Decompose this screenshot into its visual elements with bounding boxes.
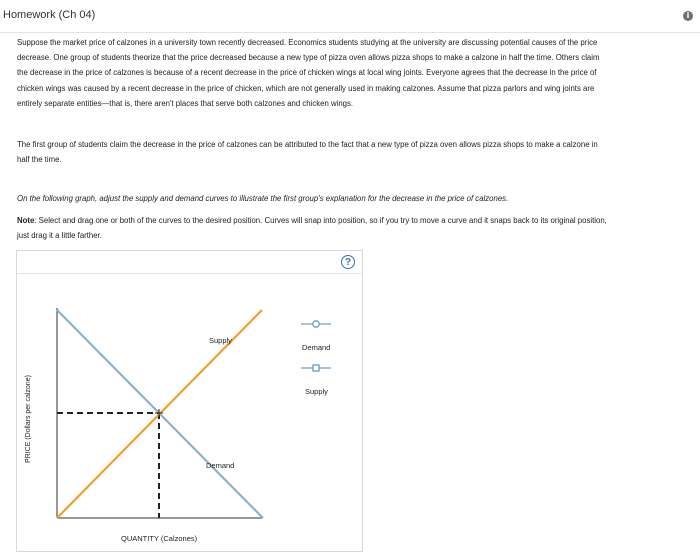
supply-curve-label: Supply <box>209 336 232 345</box>
claim-paragraph: The first group of students claim the decrease in the price of calzones can be attributed to the fact that a new type of pizza oven allows pizza shops to make a calzone in half the time. <box>17 140 598 165</box>
supply-square-icon <box>313 365 319 371</box>
supply-demand-graph <box>17 251 362 551</box>
instruction-paragraph: On the following graph, adjust the supply and demand curves to illustrate the first group's explanation for the decrease in the price of calzones. <box>17 194 509 203</box>
info-icon[interactable]: i <box>683 11 693 21</box>
note-label: Note <box>17 216 35 225</box>
note-text: : Select and drag one or both of the curves to the desired position. Curves will snap into position, so if you try to move a curve and it snaps back to its original position, just drag it a little farther. <box>17 216 607 241</box>
x-axis-label: QUANTITY (Calzones) <box>121 534 198 543</box>
graph-panel <box>16 250 363 552</box>
legend-demand-label: Demand <box>302 343 331 352</box>
help-button[interactable]: ? <box>341 255 355 269</box>
header-bar <box>0 0 700 33</box>
note-paragraph <box>17 213 607 243</box>
legend-demand-tool[interactable] <box>301 321 331 327</box>
legend-supply-tool[interactable] <box>301 365 331 371</box>
demand-curve-label: Demand <box>206 461 235 470</box>
scenario-paragraph: Suppose the market price of calzones in a university town recently decreased. Economics students studying at the university are discussing potential causes of the price decrease. One group of students theorize that the price decreased because a new type of pizza oven allows pizza shops to make a calzone in half the time. Others claim the decrease in the price of calzones is because of a recent decrease in the price of chicken wings at local wing joints. Everyone agrees that the decrease in the price of chicken wings was caused by a recent decrease in the price of chicken, which are not generally used in making calzones. Assume that pizza parlors and wing joints are entirely separate entities—that is, there aren't places that serve both calzones and chicken wings. <box>17 38 600 108</box>
demand-circle-icon <box>313 321 319 327</box>
page-title: Homework (Ch 04) <box>3 9 96 21</box>
y-axis-label: PRICE (Dollars per calzone) <box>25 375 32 463</box>
legend-supply-label: Supply <box>305 387 328 396</box>
